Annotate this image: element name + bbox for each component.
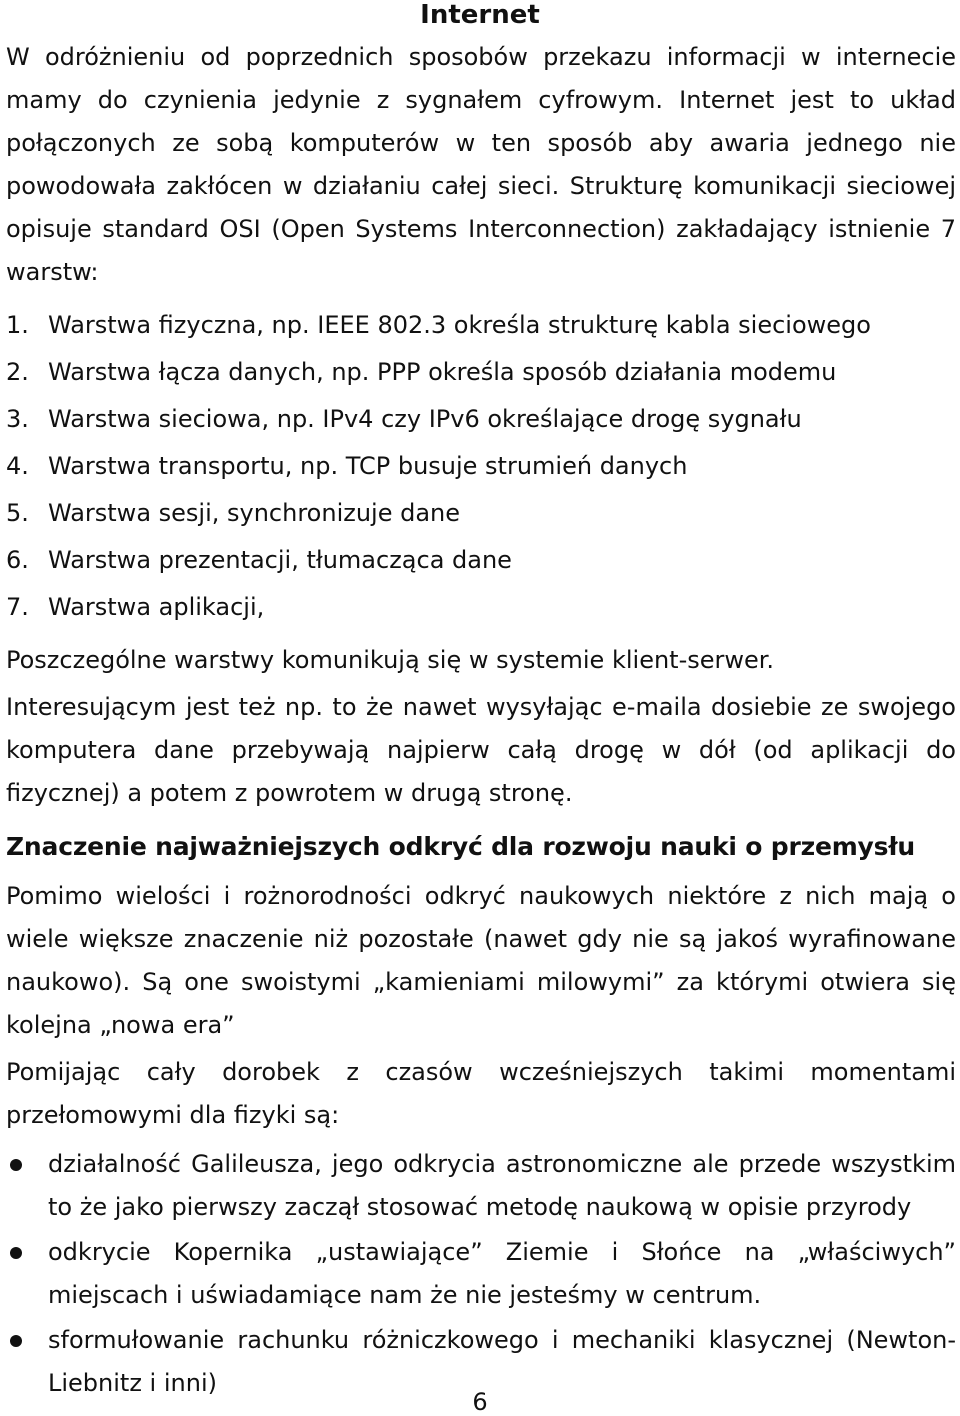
- section-heading: Znaczenie najważniejszych odkryć dla rozwoju nauki o przemysłu: [6, 832, 915, 861]
- client-server-paragraph: Poszczególne warstwy komunikują się w systemie klient-serwer.: [6, 646, 775, 674]
- list-item: 3. Warstwa sieciowa, np. IPv4 czy IPv6 określające drogę sygnału: [6, 405, 802, 433]
- bullet-icon: [10, 1247, 22, 1259]
- milestones-list: [6, 1143, 956, 1405]
- milestones-paragraph: Pomijając cały dorobek z czasów wcześniejszych takimi momentami przełomowymi dla fizyki są:: [6, 1058, 956, 1129]
- list-item: sformułowanie rachunku różniczkowego i mechaniki klasycznej (Newton-Liebnitz i inni): [6, 1319, 956, 1405]
- list-item: 1. Warstwa fizyczna, np. IEEE 802.3 określa strukturę kabla sieciowego: [6, 311, 871, 339]
- discoveries-paragraph: Pomimo wielości i rożnorodności odkryć naukowych niektóre z nich mają o wiele większe znaczenie niż pozostałe (nawet gdy nie są jakoś wyrafinowane naukowo). Są one swoistymi „kamieniami milowymi” za którymi otwiera się kolejna „nowa era”: [6, 882, 956, 1039]
- section-title: Internet: [420, 0, 540, 30]
- list-item: 2. Warstwa łącza danych, np. PPP określa sposób działania modemu: [6, 358, 837, 386]
- list-item: odkrycie Kopernika „ustawiające” Ziemie i Słońce na „właściwych” miejscach i uświadamiące nam że nie jesteśmy w centrum.: [6, 1231, 956, 1317]
- list-item: działalność Galileusza, jego odkrycia astronomiczne ale przede wszystkim to że jako pierwszy zaczął stosować metodę naukową w opisie przyrody: [6, 1143, 956, 1229]
- list-item: 4. Warstwa transportu, np. TCP busuje strumień danych: [6, 452, 688, 480]
- list-item: 7. Warstwa aplikacji,: [6, 593, 265, 621]
- page-number: 6: [472, 1388, 488, 1416]
- list-item: 6. Warstwa prezentacji, tłumacząca dane: [6, 546, 512, 574]
- email-paragraph: Interesującym jest też np. to że nawet wysyłając e-maila dosiebie ze swojego komputera dane przebywają najpierw całą drogę w dół (od aplikacji do fizycznej) a potem z powrotem w drugą stronę.: [6, 693, 956, 807]
- list-item: 5. Warstwa sesji, synchronizuje dane: [6, 499, 461, 527]
- intro-paragraph: W odróżnieniu od poprzednich sposobów przekazu informacji w internecie mamy do czynienia jedynie z sygnałem cyfrowym. Internet jest to układ połączonych ze sobą komputerów w ten sposób aby awaria jednego nie powodowała zakłócen w działaniu całej sieci. Strukturę komunikacji sieciowej opisuje standard OSI (Open Systems Interconnection) zakładający istnienie 7 warstw:: [6, 43, 956, 286]
- bullet-icon: [10, 1335, 22, 1347]
- osi-layer-list: [6, 302, 960, 631]
- bullet-icon: [10, 1159, 22, 1171]
